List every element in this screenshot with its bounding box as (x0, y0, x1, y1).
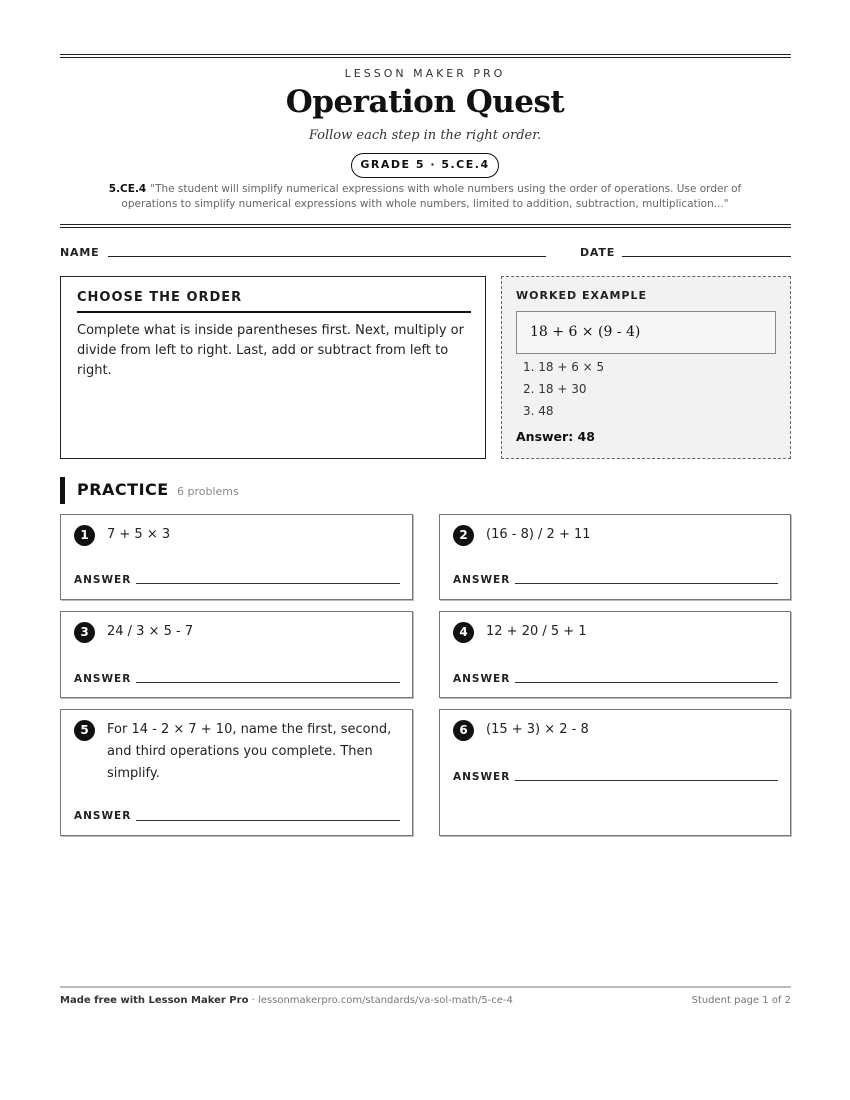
worked-example-step: 1. 18 + 6 × 5 (523, 360, 605, 374)
answer-label: ANSWER (74, 810, 132, 822)
page-subtitle: Follow each step in the right order. (308, 128, 542, 143)
footer-made-with: Made free with Lesson Maker Pro (60, 995, 249, 1006)
problem-prompt: For 14 - 2 × 7 + 10, name the first, second, and third operations you complete. Then simplify. (107, 722, 392, 781)
problem-card-6 (439, 709, 791, 836)
date-label: DATE (580, 246, 616, 259)
problem-card-1 (60, 514, 413, 600)
worked-example-expression: 18 + 6 × (9 - 4) (516, 311, 776, 354)
page-title: Operation Quest (285, 84, 565, 120)
problem-number-badge: 1 (74, 525, 95, 546)
name-label: NAME (60, 246, 100, 259)
footer-credit (60, 995, 513, 1006)
footer-url[interactable]: · lessonmakerpro.com/standards/va-sol-math/5-ce-4 (248, 995, 513, 1006)
practice-count: 6 problems (177, 485, 239, 498)
answer-label: ANSWER (453, 771, 511, 783)
answer-label: ANSWER (74, 673, 132, 685)
problem-prompt: 24 / 3 × 5 - 7 (107, 624, 194, 639)
worked-example-box (501, 276, 791, 459)
date-field[interactable] (622, 256, 791, 257)
answer-field[interactable] (136, 583, 400, 584)
answer-field[interactable] (136, 820, 400, 821)
standard-description (80, 182, 770, 212)
worked-example-step: 3. 48 (523, 404, 554, 418)
problem-card-5 (60, 709, 413, 836)
brand-name: LESSON MAKER PRO (344, 67, 506, 80)
problem-card-3 (60, 611, 413, 698)
answer-label: ANSWER (453, 673, 511, 685)
answer-field[interactable] (515, 583, 778, 584)
header-bottom-rule (60, 224, 791, 228)
order-box-title: CHOOSE THE ORDER (77, 290, 471, 313)
problem-prompt: 12 + 20 / 5 + 1 (486, 624, 587, 639)
standard-code: 5.CE.4 (108, 183, 147, 195)
answer-field[interactable] (515, 780, 778, 781)
problem-number-badge: 5 (74, 720, 95, 741)
answer-field[interactable] (136, 682, 400, 683)
problem-card-4 (439, 611, 791, 698)
problem-number-badge: 4 (453, 622, 474, 643)
problem-card-2 (439, 514, 791, 600)
order-info-box (60, 276, 486, 459)
header-top-rule (60, 54, 791, 58)
name-field[interactable] (108, 256, 546, 257)
problem-number-badge: 6 (453, 720, 474, 741)
problem-prompt: (15 + 3) × 2 - 8 (486, 722, 589, 737)
practice-accent-bar (60, 477, 65, 504)
answer-label: ANSWER (453, 574, 511, 586)
problem-number-badge: 3 (74, 622, 95, 643)
problem-number-badge: 2 (453, 525, 474, 546)
standard-text: "The student will simplify numerical expressions with whole numbers using the order of operations. Use order of operations to simplify numerical expressions with whole numbers, limited to addition, subtraction, multiplication..." (121, 183, 742, 210)
worked-example-step: 2. 18 + 30 (523, 382, 587, 396)
answer-label: ANSWER (74, 574, 132, 586)
worked-example-title: WORKED EXAMPLE (516, 289, 647, 302)
practice-heading: PRACTICE (77, 480, 169, 499)
order-box-text: Complete what is inside parentheses first. Next, multiply or divide from left to right. Last, add or subtract from left to right. (77, 323, 464, 378)
footer-page-number: Student page 1 of 2 (691, 995, 791, 1006)
grade-badge: GRADE 5 · 5.CE.4 (351, 153, 499, 178)
problem-prompt: (16 - 8) / 2 + 11 (486, 527, 591, 542)
worked-example-answer: Answer: 48 (516, 429, 595, 444)
answer-field[interactable] (515, 682, 778, 683)
footer-rule (60, 986, 791, 988)
problem-prompt: 7 + 5 × 3 (107, 527, 171, 542)
